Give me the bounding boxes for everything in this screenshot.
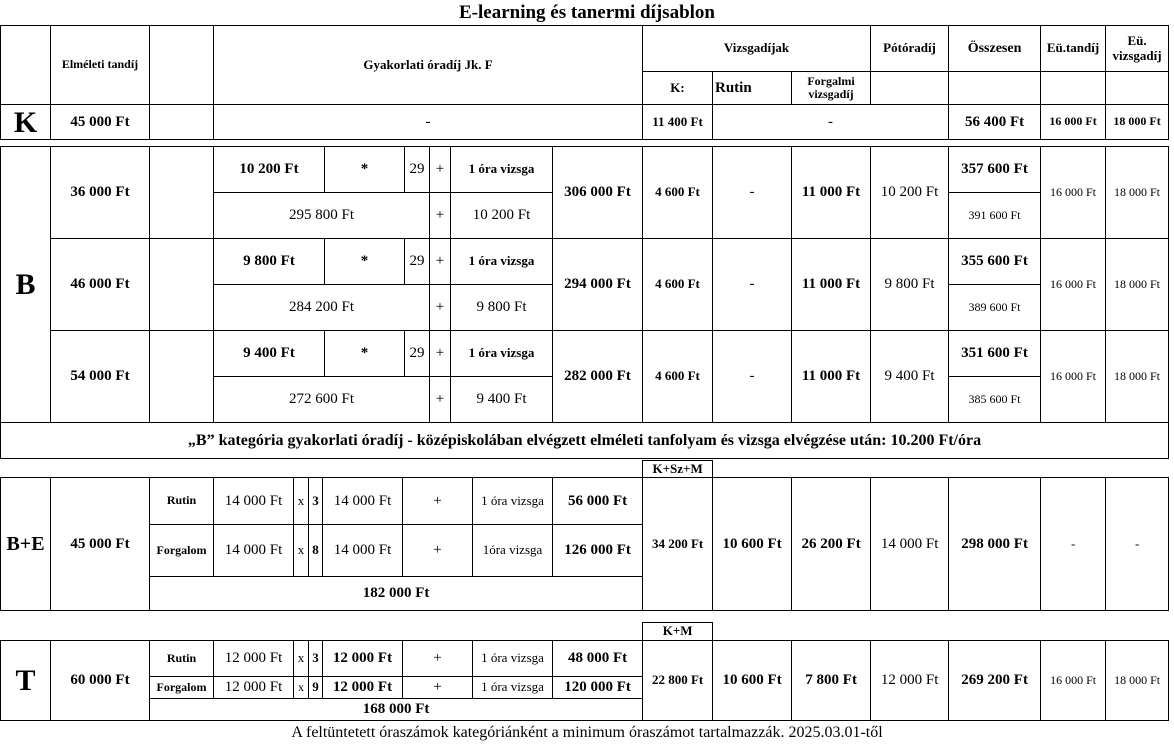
header-empty-cell	[1106, 72, 1169, 105]
t-rate: 12 000 Ft	[214, 677, 294, 699]
t-rate2: 12 000 Ft	[323, 641, 403, 677]
k-practical: -	[214, 105, 643, 140]
b-total-alt: 389 600 Ft	[949, 285, 1041, 331]
header-empty-cell	[949, 72, 1041, 105]
t-hours: 9	[309, 677, 323, 699]
t-subtotal: 48 000 Ft	[553, 641, 643, 677]
header-health-exam-line1: Eü.	[1127, 33, 1147, 49]
header-extra: Pótóradíj	[871, 26, 949, 72]
be-rutin: 10 600 Ft	[713, 478, 792, 611]
t-health-exam: 18 000 Ft	[1106, 641, 1169, 721]
be-rate2: 14 000 Ft	[323, 525, 403, 577]
be-traffic: 26 200 Ft	[792, 478, 871, 611]
b-sub-add: 10 200 Ft	[451, 193, 553, 239]
be-x: x	[294, 478, 309, 525]
b-total: 357 600 Ft	[949, 147, 1041, 193]
t-theory: 60 000 Ft	[51, 641, 150, 721]
b-extra: 9 800 Ft	[871, 239, 949, 331]
b-rutin: -	[713, 331, 792, 423]
t-subtotal: 120 000 Ft	[553, 677, 643, 699]
b-sub: 284 200 Ft	[214, 285, 430, 331]
be-total: 298 000 Ft	[949, 478, 1041, 611]
b-exam-hour: 1 óra vizsga	[451, 239, 553, 285]
be-category-table	[0, 460, 1169, 611]
header-health-exam	[1106, 26, 1169, 72]
b-plus: +	[430, 331, 451, 377]
be-hours: 8	[309, 525, 323, 577]
page-title: E-learning és tanermi díjsablon	[459, 2, 715, 23]
b-empty-cell	[150, 331, 214, 423]
b-plus: +	[430, 285, 451, 331]
k-empty-cell	[150, 105, 214, 140]
t-practical-total: 168 000 Ft	[150, 699, 643, 721]
header-traffic-line1: Forgalmi	[807, 73, 855, 88]
b-plus: +	[430, 239, 451, 285]
b-star: *	[325, 147, 405, 193]
header-empty-cell	[871, 72, 949, 105]
t-rate2: 12 000 Ft	[323, 677, 403, 699]
k-exam-fee: 11 400 Ft	[643, 105, 713, 140]
k-total: 56 400 Ft	[949, 105, 1041, 140]
b-hours: 29	[405, 239, 430, 285]
header-traffic	[792, 72, 871, 105]
b-total: 355 600 Ft	[949, 239, 1041, 285]
b-theory: 46 000 Ft	[51, 239, 150, 331]
header-exam-fees: Vizsgadíjak	[643, 26, 871, 72]
t-traffic: 7 800 Ft	[792, 641, 871, 721]
t-k-fee: 22 800 Ft	[643, 641, 713, 721]
be-rate: 14 000 Ft	[214, 525, 294, 577]
b-extra: 10 200 Ft	[871, 147, 949, 239]
b-exam-hour: 1 óra vizsga	[451, 331, 553, 377]
header-total: Összesen	[949, 26, 1041, 72]
b-star: *	[325, 239, 405, 285]
t-health-fee: 16 000 Ft	[1041, 641, 1106, 721]
b-rutin: -	[713, 239, 792, 331]
b-rutin: -	[713, 147, 792, 239]
b-empty-cell	[150, 147, 214, 239]
b-practical-total: 294 000 Ft	[553, 239, 643, 331]
t-hours: 3	[309, 641, 323, 677]
t-exam: 1 óra vizsga	[473, 677, 553, 699]
b-sub-add: 9 800 Ft	[451, 285, 553, 331]
be-row-type: Forgalom	[150, 525, 214, 577]
header-empty-cell	[1, 26, 51, 105]
header-health-exam-line2: vizsgadíj	[1112, 47, 1162, 63]
header-traffic-line2: vizsgadíj	[808, 87, 854, 101]
be-health-exam: -	[1106, 478, 1169, 611]
header-theory: Elméleti tandíj	[51, 26, 150, 105]
t-row-type: Rutin	[150, 641, 214, 677]
be-theory: 45 000 Ft	[51, 478, 150, 611]
be-label: B+E	[1, 478, 51, 611]
be-subtotal: 126 000 Ft	[553, 525, 643, 577]
be-x: x	[294, 525, 309, 577]
be-k-fee: 34 200 Ft	[643, 478, 713, 611]
header-k: K:	[643, 72, 713, 105]
k-exam-rest: -	[713, 105, 949, 140]
t-label: T	[1, 641, 51, 721]
be-exam: 1 óra vizsga	[473, 478, 553, 525]
be-exam: 1óra vizsga	[473, 525, 553, 577]
be-health-fee: -	[1041, 478, 1106, 611]
b-theory: 36 000 Ft	[51, 147, 150, 239]
be-practical-total: 182 000 Ft	[150, 577, 643, 611]
header-rutin: Rutin	[713, 72, 792, 105]
b-extra: 9 400 Ft	[871, 331, 949, 423]
t-exam: 1 óra vizsga	[473, 641, 553, 677]
k-theory: 45 000 Ft	[51, 105, 150, 140]
b-rate: 9 800 Ft	[214, 239, 325, 285]
b-hours: 29	[405, 331, 430, 377]
b-plus: +	[430, 147, 451, 193]
b-sub-add: 9 400 Ft	[451, 377, 553, 423]
b-hours: 29	[405, 147, 430, 193]
be-rate2: 14 000 Ft	[323, 478, 403, 525]
b-star: *	[325, 331, 405, 377]
b-rate: 10 200 Ft	[214, 147, 325, 193]
b-health-exam: 18 000 Ft	[1106, 147, 1169, 239]
t-category-table	[0, 622, 1169, 721]
b-health-fee: 16 000 Ft	[1041, 239, 1106, 331]
b-empty-cell	[150, 239, 214, 331]
b-health-exam: 18 000 Ft	[1106, 239, 1169, 331]
header-k-table	[0, 25, 1169, 140]
b-traffic: 11 000 Ft	[792, 331, 871, 423]
b-practical-total: 282 000 Ft	[553, 331, 643, 423]
b-traffic: 11 000 Ft	[792, 239, 871, 331]
t-plus: +	[403, 677, 473, 699]
b-label: B	[1, 147, 51, 423]
header-practical: Gyakorlati óradíj Jk. F	[214, 26, 643, 105]
t-total: 269 200 Ft	[949, 641, 1041, 721]
b-total-alt: 385 600 Ft	[949, 377, 1041, 423]
b-theory: 54 000 Ft	[51, 331, 150, 423]
b-health-fee: 16 000 Ft	[1041, 147, 1106, 239]
b-total: 351 600 Ft	[949, 331, 1041, 377]
t-rutin: 10 600 Ft	[713, 641, 792, 721]
t-extra: 12 000 Ft	[871, 641, 949, 721]
b-rate: 9 400 Ft	[214, 331, 325, 377]
b-plus: +	[430, 377, 451, 423]
b-k-fee: 4 600 Ft	[643, 147, 713, 239]
t-x: x	[294, 641, 309, 677]
b-health-fee: 16 000 Ft	[1041, 331, 1106, 423]
header-health-fee: Eü.tandíj	[1041, 26, 1106, 72]
header-empty-cell	[150, 26, 214, 105]
t-row-type: Forgalom	[150, 677, 214, 699]
b-plus: +	[430, 193, 451, 239]
t-plus: +	[403, 641, 473, 677]
be-exam-header: K+Sz+M	[643, 461, 713, 478]
b-sub: 295 800 Ft	[214, 193, 430, 239]
b-exam-hour: 1 óra vizsga	[451, 147, 553, 193]
k-label: K	[1, 105, 51, 140]
t-rate: 12 000 Ft	[214, 641, 294, 677]
be-rate: 14 000 Ft	[214, 478, 294, 525]
b-sub: 272 600 Ft	[214, 377, 430, 423]
t-x: x	[294, 677, 309, 699]
footer-note: A feltüntetett óraszámok kategóriánként a minimum óraszámot tartalmazzák. 2025.03.01-től	[291, 724, 883, 741]
be-plus: +	[403, 478, 473, 525]
t-exam-header: K+M	[643, 623, 713, 641]
b-k-fee: 4 600 Ft	[643, 239, 713, 331]
b-k-fee: 4 600 Ft	[643, 331, 713, 423]
b-category-note: „B” kategória gyakorlati óradíj - középiskolában elvégzett elméleti tanfolyam és vizsga elvégzése után: 10.200 Ft/óra	[1, 423, 1169, 459]
header-empty-cell	[1041, 72, 1106, 105]
k-health-fee: 16 000 Ft	[1041, 105, 1106, 140]
be-extra: 14 000 Ft	[871, 478, 949, 611]
b-traffic: 11 000 Ft	[792, 147, 871, 239]
be-plus: +	[403, 525, 473, 577]
be-hours: 3	[309, 478, 323, 525]
b-category-table	[0, 146, 1169, 459]
k-health-exam: 18 000 Ft	[1106, 105, 1169, 140]
b-health-exam: 18 000 Ft	[1106, 331, 1169, 423]
b-practical-total: 306 000 Ft	[553, 147, 643, 239]
be-subtotal: 56 000 Ft	[553, 478, 643, 525]
be-row-type: Rutin	[150, 478, 214, 525]
b-total-alt: 391 600 Ft	[949, 193, 1041, 239]
